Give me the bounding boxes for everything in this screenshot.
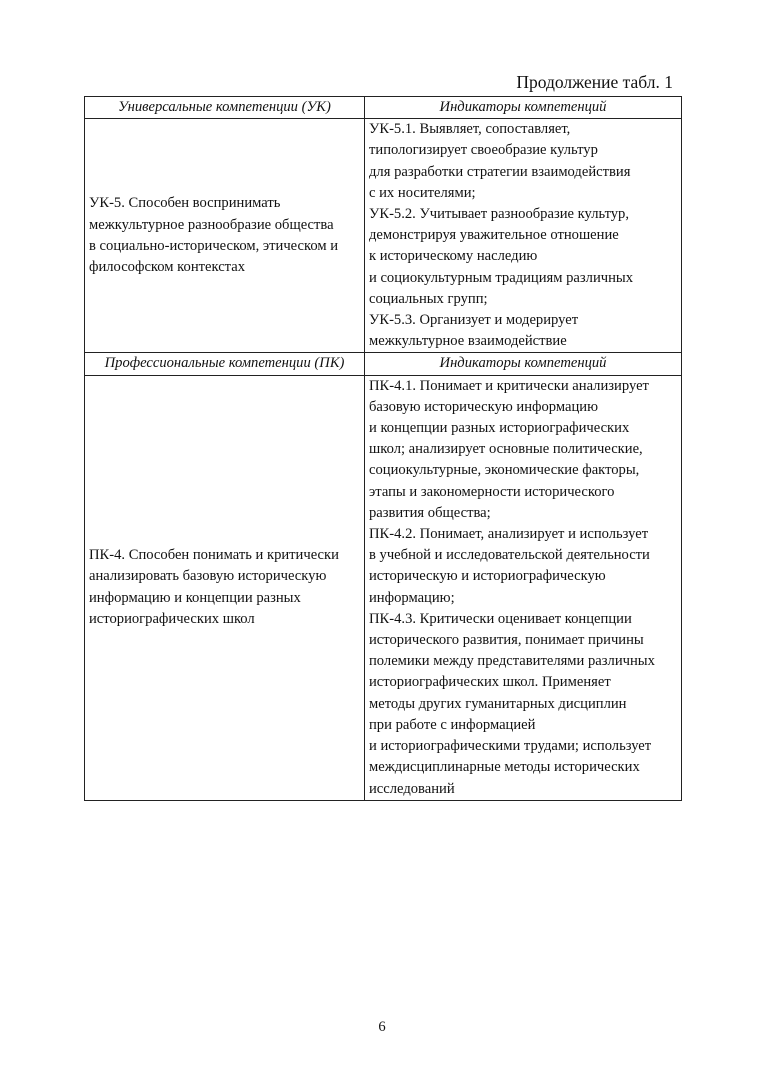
competencies-table (84, 96, 682, 801)
text-line: и концепции разных историографических (369, 420, 630, 437)
text-line: исторического развития, понимает причины (369, 632, 644, 649)
text-line: этапы и закономерности исторического (369, 483, 615, 500)
text-line: историографических школ. Применяет (369, 674, 611, 691)
text-line: историческую и историографическую (369, 568, 606, 585)
text-line: междисциплинарные методы исторических (369, 759, 640, 776)
text-line: ПК-4.1. Понимает и критически анализирует (369, 377, 649, 394)
text-line: философском контекстах (89, 259, 246, 276)
text-line: информацию; (369, 589, 455, 606)
text-line: социокультурные, экономические факторы, (369, 462, 640, 479)
text-line: социальных групп; (369, 290, 488, 307)
text-line: УК-5.3. Организует и модерирует (369, 312, 579, 329)
pk-header-row (85, 353, 682, 375)
text-line: УК-5.2. Учитывает разнообразие культур, (369, 206, 630, 223)
table-continuation-caption: Продолжение табл. 1 (516, 72, 673, 92)
text-line: в социально-историческом, этическом и (89, 237, 339, 254)
text-line: для разработки стратегии взаимодействия (369, 163, 631, 180)
uk-header-right: Индикаторы компетенций (365, 97, 682, 119)
uk-header-left: Универсальные компетенции (УК) (85, 97, 365, 119)
text-line: демонстрируя уважительное отношение (369, 227, 619, 244)
text-line: и социокультурным традициям различных (369, 269, 634, 286)
text-line: анализировать базовую историческую (89, 568, 327, 585)
text-line: исследований (369, 780, 455, 797)
text-line: базовую историческую информацию (369, 398, 598, 415)
text-line: информацию и концепции разных (89, 589, 301, 606)
pk-4-competency (85, 375, 365, 800)
text-line: развития общества; (369, 504, 491, 521)
text-line: и историографическими трудами; использует (369, 738, 652, 755)
text-line: межкультурное разнообразие общества (89, 216, 334, 233)
pk-4-indicators (365, 375, 682, 800)
uk-5-competency (85, 119, 365, 353)
text-line: методы других гуманитарных дисциплин (369, 695, 627, 712)
text-line: ПК-4.3. Критически оценивает концепции (369, 610, 632, 627)
pk-4-row (85, 375, 682, 800)
pk-header-left: Профессиональные компетенции (ПК) (85, 353, 365, 375)
text-line: полемики между представителями различных (369, 653, 655, 670)
text-line: УК-5.1. Выявляет, сопоставляет, (369, 121, 571, 138)
text-line: школ; анализирует основные политические, (369, 441, 643, 458)
text-line: ПК-4.2. Понимает, анализирует и использует (369, 526, 649, 543)
pk-header-right: Индикаторы компетенций (365, 353, 682, 375)
uk-5-indicators (365, 119, 682, 353)
text-line: УК-5. Способен воспринимать (89, 195, 281, 212)
uk-header-row (85, 97, 682, 119)
page-number: 6 (378, 1019, 386, 1035)
text-line: межкультурное взаимодействие (369, 333, 567, 350)
text-line: при работе с информацией (369, 716, 536, 733)
text-line: ПК-4. Способен понимать и критически (89, 547, 339, 564)
text-line: типологизирует своеобразие культур (369, 142, 598, 159)
text-line: к историческому наследию (369, 248, 538, 265)
text-line: с их носителями; (369, 184, 476, 201)
text-line: в учебной и исследовательской деятельности (369, 547, 650, 564)
uk-5-row (85, 119, 682, 353)
text-line: историографических школ (89, 610, 255, 627)
